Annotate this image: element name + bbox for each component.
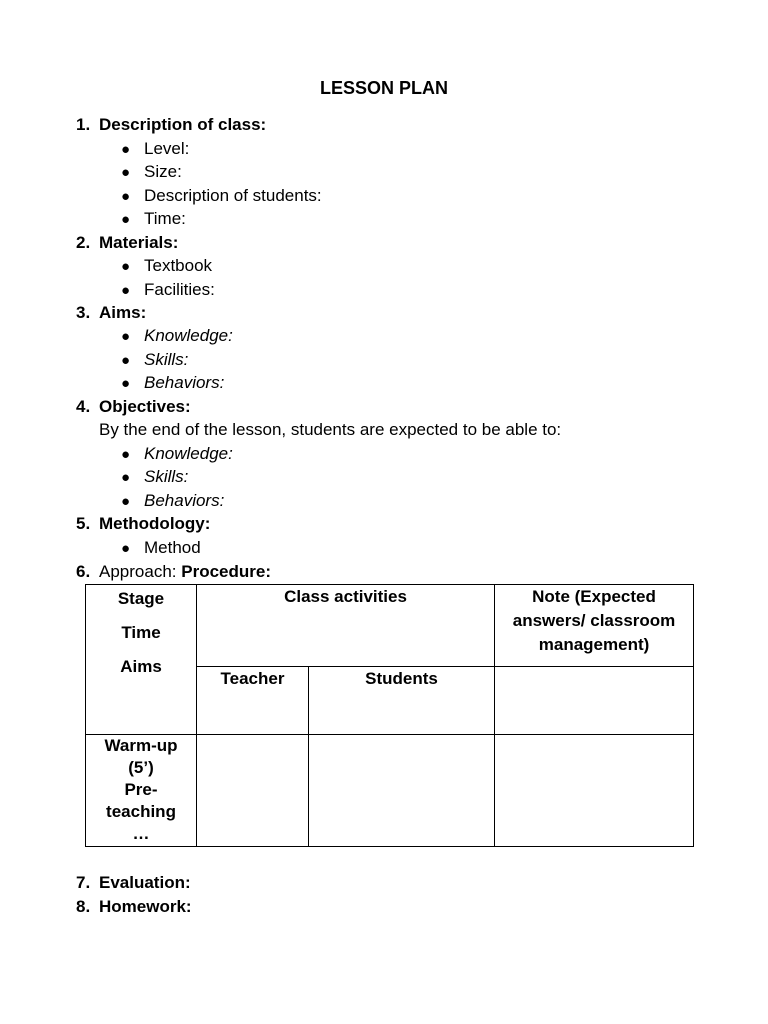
bullet-icon: ● — [121, 493, 131, 510]
table-cell — [495, 667, 694, 735]
list-item: Skills: — [144, 467, 189, 486]
approach-label: Approach: — [99, 562, 177, 581]
bullet-icon: ● — [121, 188, 131, 205]
section-heading-homework: Homework: — [99, 897, 192, 916]
bullet-icon: ● — [121, 446, 131, 463]
section-heading-approach — [99, 562, 271, 582]
section-number: 5. — [76, 514, 91, 533]
section-number: 4. — [76, 397, 91, 416]
procedure-label: Procedure: — [181, 562, 271, 581]
section-heading-methodology: Methodology: — [99, 514, 211, 533]
table-cell — [495, 735, 694, 847]
section-heading-evaluation: Evaluation: — [99, 873, 191, 892]
list-item: Textbook — [144, 256, 213, 275]
bullet-icon: ● — [121, 469, 131, 486]
list-item: Level: — [144, 139, 190, 158]
bullet-icon: ● — [121, 375, 131, 392]
table-cell-stage: Warm-up (5’) Pre- teaching … — [86, 735, 197, 847]
list-item: Time: — [144, 209, 186, 228]
bullet-icon: ● — [121, 540, 131, 557]
list-item: Size: — [144, 162, 182, 181]
table-header-students: Students — [309, 667, 495, 735]
bullet-icon: ● — [121, 258, 131, 275]
page-title: LESSON PLAN — [319, 78, 448, 98]
table-header-class-activities: Class activities — [197, 585, 495, 667]
table-header-note: Note (Expected answers/ classroom management) — [495, 585, 694, 667]
section-number: 7. — [76, 873, 91, 892]
table-row — [86, 735, 694, 847]
section-number: 6. — [76, 562, 91, 581]
table-cell — [197, 735, 309, 847]
section-heading-objectives: Objectives: — [99, 397, 191, 416]
procedure-table — [85, 584, 694, 847]
section-heading-aims: Aims: — [99, 303, 147, 322]
section-number: 1. — [76, 115, 91, 134]
bullet-icon: ● — [121, 282, 131, 299]
bullet-icon: ● — [121, 328, 131, 345]
table-header-stage: Stage Time Aims — [86, 585, 197, 735]
list-item: Description of students: — [144, 186, 322, 205]
list-item: Behaviors: — [144, 491, 225, 510]
bullet-icon: ● — [121, 352, 131, 369]
list-item: Skills: — [144, 350, 189, 369]
list-item: Knowledge: — [144, 444, 233, 463]
section-heading-description: Description of class: — [99, 115, 267, 134]
list-item: Method — [144, 538, 201, 557]
bullet-icon: ● — [121, 141, 131, 158]
list-item: Facilities: — [144, 280, 215, 299]
section-number: 2. — [76, 233, 91, 252]
objectives-intro: By the end of the lesson, students are expected to be able to: — [99, 420, 562, 439]
list-item: Knowledge: — [144, 326, 233, 345]
section-heading-materials: Materials: — [99, 233, 179, 252]
section-number: 3. — [76, 303, 91, 322]
section-number: 8. — [76, 897, 91, 916]
table-cell — [309, 735, 495, 847]
table-header-teacher: Teacher — [197, 667, 309, 735]
bullet-icon: ● — [121, 211, 131, 228]
list-item: Behaviors: — [144, 373, 225, 392]
bullet-icon: ● — [121, 164, 131, 181]
